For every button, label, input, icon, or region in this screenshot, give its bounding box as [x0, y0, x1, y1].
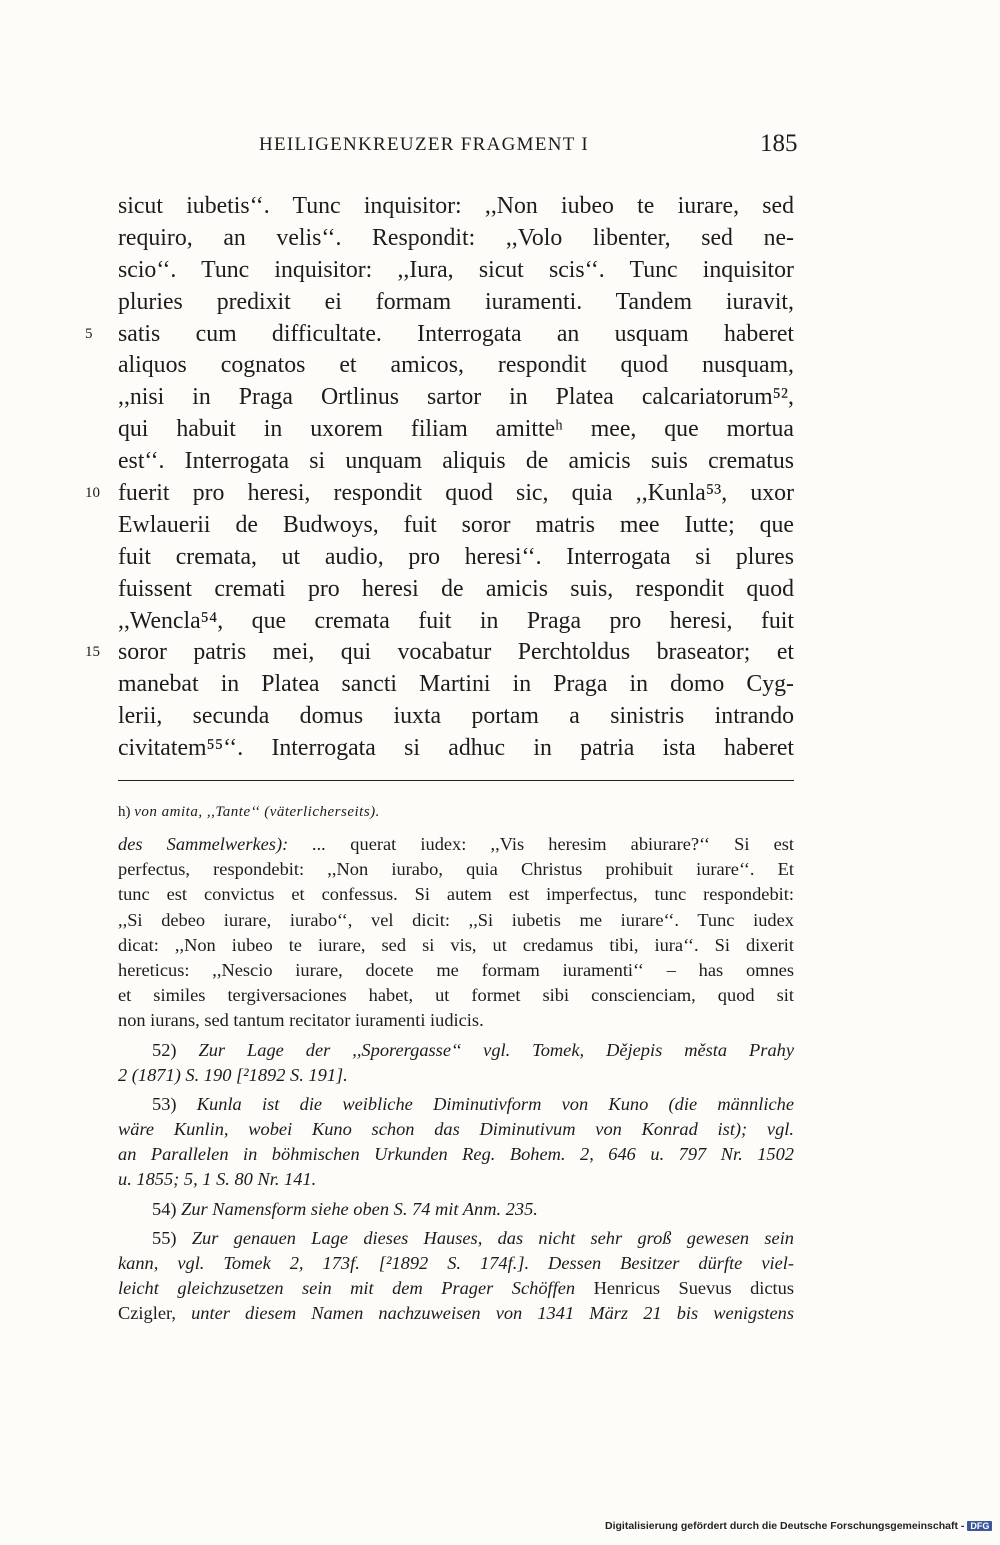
line-number: 5: [85, 325, 93, 342]
footnote-text: von amita, ,,Tante‘‘ (väterlicherseits).: [134, 804, 380, 820]
note-line: hereticus: ,,Nescio iurare, docete me formam iuramenti‘‘ – has omnes: [118, 959, 794, 980]
note-line: wäre Kunlin, wobei Kuno schon das Diminutivum von Konrad ist); vgl.: [118, 1119, 794, 1140]
note-line: tunc est convictus et confessus. Si autem est imperfectus, tunc respondebit:: [118, 884, 794, 905]
text-line: lerii, secunda domus iuxta portam a sinistris intrando: [118, 703, 794, 730]
note-line: 2 (1871) S. 190 [²1892 S. 191].: [118, 1064, 348, 1085]
footnote-marker: h): [118, 804, 131, 820]
footnote-54: 54) Zur Namensform siehe oben S. 74 mit Anm. 235.: [152, 1198, 538, 1219]
note-line: dicat: ,,Non iubeo te iurare, sed si vis, ut credamus tibi, iura‘‘. Si dixerit: [118, 934, 794, 955]
credit-text: Digitalisierung gefördert durch die Deutsche Forschungsgemeinschaft -: [605, 1520, 965, 1532]
text-line: scio‘‘. Tunc inquisitor: ,,Iura, sicut scis‘‘. Tunc inquisitor: [118, 256, 794, 283]
footnote-55: 55) Zur genauen Lage dieses Hauses, das nicht sehr groß gewesen sein: [152, 1227, 794, 1248]
text-line: pluries predixit ei formam iuramenti. Tandem iuravit,: [118, 288, 794, 315]
footnote-number: 53): [152, 1093, 177, 1114]
footnote-h: [118, 804, 380, 821]
main-text: [85, 191, 794, 765]
footnote-number: 55): [152, 1227, 177, 1248]
note-line: et similes tergiversaciones habet, ut formet sibi conscienciam, quod sit: [118, 985, 794, 1006]
text-line: sicut iubetis‘‘. Tunc inquisitor: ,,Non iubeo te iurare, sed: [118, 193, 794, 219]
line-number: 10: [85, 485, 100, 502]
note-line: leicht gleichzusetzen sein mit dem Prager Schöffen Henricus Suevus dictus: [118, 1278, 794, 1299]
text-line: Ewlauerii de Budwoys, fuit soror matris mee Iutte; que: [118, 511, 794, 538]
text-line: manebat in Platea sancti Martini in Praga in domo Cyg-: [118, 671, 794, 698]
text-line: qui habuit in uxorem filiam amitteʰ mee, que mortua: [118, 416, 794, 443]
text-line: est‘‘. Interrogata si unquam aliquis de amicis suis crematus: [118, 448, 794, 475]
text-line: fuissent cremati pro heresi de amicis suis, respondit quod: [118, 575, 794, 602]
text-line: 10 fuerit pro heresi, respondit quod sic, quia ,,Kunla⁵³, uxor: [118, 478, 794, 510]
note-line: kann, vgl. Tomek 2, 173f. [²1892 S. 174f.]. Dessen Besitzer dürfte viel-: [118, 1253, 794, 1273]
text-line: ,,Wencla⁵⁴, que cremata fuit in Praga pro heresi, fuit: [118, 607, 794, 634]
text-line: fuit cremata, ut audio, pro heresi‘‘. Interrogata si plures: [118, 543, 794, 570]
note-line: u. 1855; 5, 1 S. 80 Nr. 141.: [118, 1169, 317, 1190]
footnote-number: 52): [152, 1039, 177, 1060]
footnote-52: 52) Zur Lage der ,,Sporergasse‘‘ vgl. Tomek, Dějepis města Prahy: [152, 1039, 795, 1060]
note-line: non iurans, sed tantum recitator iuramenti iudicis.: [118, 1010, 484, 1031]
text-line: aliquos cognatos et amicos, respondit quod nusquam,: [118, 352, 794, 379]
page-number: 185: [760, 130, 798, 157]
text-line: requiro, an velis‘‘. Respondit: ,,Volo libenter, sed ne-: [118, 224, 794, 251]
text-line: 5 satis cum difficultate. Interrogata an usquam haberet: [118, 319, 794, 351]
digitization-credit: [605, 1520, 992, 1532]
footnote-53: 53) Kunla ist die weibliche Diminutivform von Kuno (die männliche: [152, 1093, 794, 1114]
text-line: ,,nisi in Praga Ortlinus sartor in Platea calcariatorum⁵²,: [118, 384, 794, 411]
note-line: Czigler, unter diesem Namen nachzuweisen von 1341 März 21 bis wenigstens: [118, 1303, 794, 1324]
notes-section: [118, 832, 794, 1327]
text-line: civitatem⁵⁵‘‘. Interrogata si adhuc in patria ista haberet: [118, 735, 794, 762]
note-line: perfectus, respondebit: ,,Non iurabo, quia Christus prohibuit iurare‘‘. Et: [118, 859, 794, 880]
footnote-divider: [118, 780, 794, 781]
note-line: an Parallelen in böhmischen Urkunden Reg. Bohem. 2, 646 u. 797 Nr. 1502: [118, 1144, 794, 1165]
note-line: ,,Si debeo iurare, iurabo‘‘, vel dicit: ,,Si iubetis me iurare‘‘. Tunc iudex: [118, 909, 794, 930]
dfg-logo: DFG: [967, 1521, 992, 1531]
note-line: des Sammelwerkes): ... querat iudex: ,,Vis heresim abiurare?‘‘ Si est: [118, 834, 794, 854]
line-number: 15: [85, 644, 100, 661]
running-title: HEILIGENKREUZER FRAGMENT I: [259, 134, 590, 155]
text-line: 15 soror patris mei, qui vocabatur Perchtoldus braseator; et: [118, 637, 794, 669]
footnote-number: 54): [152, 1198, 177, 1219]
